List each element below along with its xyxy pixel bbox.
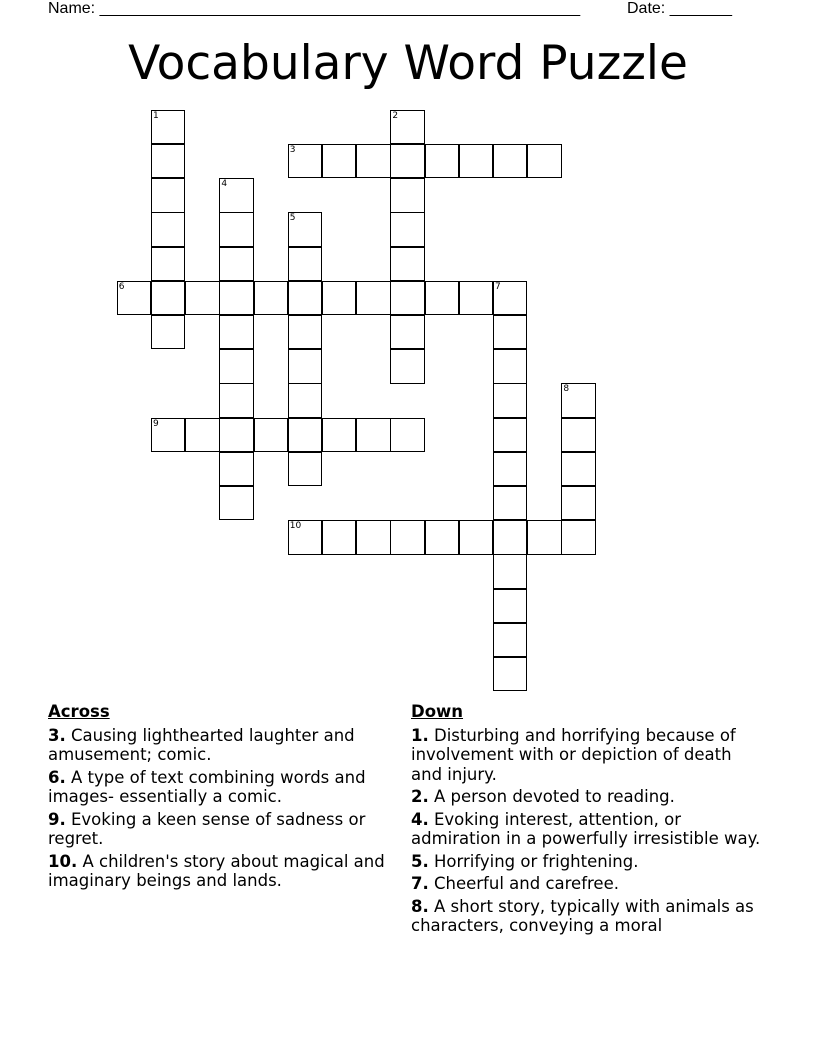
- clue-number: 5.: [411, 851, 429, 871]
- grid-cell[interactable]: [561, 383, 595, 417]
- clue-number: 1.: [411, 725, 429, 745]
- clue-number: 4: [221, 179, 228, 190]
- down-clue: [411, 897, 761, 936]
- grid-cell[interactable]: [219, 212, 253, 246]
- grid-cell[interactable]: [288, 315, 322, 349]
- clue-number: 10.: [48, 851, 78, 871]
- grid-cell[interactable]: [151, 315, 185, 349]
- down-clue: [411, 726, 761, 785]
- across-clue: [48, 768, 393, 807]
- clue-text: A short story, typically with animals as characters, conveying a moral: [411, 896, 754, 935]
- grid-cell[interactable]: [459, 281, 493, 315]
- clue-number: 8: [563, 384, 570, 395]
- clue-number: 2: [392, 110, 399, 121]
- grid-cell[interactable]: [151, 281, 185, 315]
- clue-number: 6.: [48, 767, 66, 787]
- grid-cell[interactable]: [561, 520, 595, 554]
- grid-cell[interactable]: [288, 418, 322, 452]
- grid-cell[interactable]: [288, 383, 322, 417]
- across-clue: [48, 810, 393, 849]
- grid-cell[interactable]: [219, 349, 253, 383]
- grid-cell[interactable]: [493, 486, 527, 520]
- grid-cell[interactable]: [219, 418, 253, 452]
- clue-number: 7.: [411, 874, 429, 893]
- grid-cell[interactable]: [117, 281, 151, 315]
- grid-cell[interactable]: [322, 520, 356, 554]
- grid-cell[interactable]: [390, 212, 424, 246]
- grid-cell[interactable]: [322, 418, 356, 452]
- clue-number: 10: [289, 521, 302, 532]
- grid-cell[interactable]: [459, 520, 493, 554]
- clue-number: 1: [152, 110, 159, 121]
- grid-cell[interactable]: [493, 623, 527, 657]
- down-clues: [411, 702, 761, 939]
- down-clue: [411, 852, 761, 872]
- grid-cell[interactable]: [219, 383, 253, 417]
- grid-cell[interactable]: [151, 144, 185, 178]
- grid-cell[interactable]: [322, 144, 356, 178]
- clue-number: 7: [494, 281, 501, 292]
- across-heading: Across: [48, 702, 110, 721]
- grid-cell[interactable]: [219, 452, 253, 486]
- across-clue: [48, 726, 393, 765]
- clue-text: Evoking a keen sense of sadness or regret.: [48, 809, 366, 848]
- clue-number: 5: [289, 213, 296, 224]
- down-clue: [411, 874, 761, 894]
- down-heading: Down: [411, 702, 464, 721]
- date-field-label: Date: _______: [627, 0, 732, 17]
- grid-cell[interactable]: [493, 144, 527, 178]
- grid-cell[interactable]: [254, 281, 288, 315]
- grid-cell[interactable]: [425, 520, 459, 554]
- grid-cell[interactable]: [356, 144, 390, 178]
- name-field-label: Name: ______________________________________________________: [48, 0, 581, 17]
- clue-text: A person devoted to reading.: [428, 787, 675, 806]
- grid-cell[interactable]: [219, 486, 253, 520]
- grid-cell[interactable]: [493, 452, 527, 486]
- grid-cell[interactable]: [493, 383, 527, 417]
- grid-cell[interactable]: [425, 281, 459, 315]
- across-clue: [48, 852, 393, 891]
- page-title: Vocabulary Word Puzzle: [128, 36, 688, 91]
- grid-cell[interactable]: [561, 418, 595, 452]
- clue-text: Horrifying or frightening.: [428, 851, 639, 871]
- grid-cell[interactable]: [288, 212, 322, 246]
- grid-cell[interactable]: [390, 178, 424, 212]
- clue-text: Disturbing and horrifying because of involvement with or depiction of death and injury.: [411, 725, 736, 784]
- grid-cell[interactable]: [493, 554, 527, 588]
- down-clue-list: [411, 726, 761, 936]
- grid-cell[interactable]: [390, 144, 424, 178]
- clue-number: 3.: [48, 725, 66, 745]
- grid-cell[interactable]: [185, 281, 219, 315]
- grid-cell[interactable]: [459, 144, 493, 178]
- grid-cell[interactable]: [390, 315, 424, 349]
- clue-text: Causing lighthearted laughter and amusement; comic.: [48, 725, 355, 764]
- grid-cell[interactable]: [561, 452, 595, 486]
- grid-cell[interactable]: [390, 247, 424, 281]
- grid-cell[interactable]: [185, 418, 219, 452]
- clue-number: 2.: [411, 787, 429, 806]
- grid-cell[interactable]: [356, 418, 390, 452]
- grid-cell[interactable]: [219, 281, 253, 315]
- grid-cell[interactable]: [322, 281, 356, 315]
- grid-cell[interactable]: [151, 247, 185, 281]
- grid-cell[interactable]: [493, 520, 527, 554]
- grid-cell[interactable]: [493, 418, 527, 452]
- grid-cell[interactable]: [527, 144, 561, 178]
- grid-cell[interactable]: [151, 418, 185, 452]
- grid-cell[interactable]: [288, 144, 322, 178]
- grid-cell[interactable]: [219, 247, 253, 281]
- grid-cell[interactable]: [390, 281, 424, 315]
- grid-cell[interactable]: [493, 281, 527, 315]
- grid-cell[interactable]: [151, 178, 185, 212]
- grid-cell[interactable]: [390, 349, 424, 383]
- grid-cell[interactable]: [288, 452, 322, 486]
- grid-cell[interactable]: [356, 281, 390, 315]
- across-clue-list: [48, 726, 393, 891]
- clue-number: 9.: [48, 809, 66, 829]
- grid-cell[interactable]: [493, 349, 527, 383]
- clue-number: 8.: [411, 896, 429, 916]
- clue-number: 3: [289, 144, 296, 155]
- across-clues: [48, 702, 393, 894]
- grid-cell[interactable]: [151, 110, 185, 144]
- grid-cell[interactable]: [288, 520, 322, 554]
- grid-cell[interactable]: [151, 212, 185, 246]
- grid-cell[interactable]: [390, 520, 424, 554]
- grid-cell[interactable]: [390, 110, 424, 144]
- down-clue: [411, 810, 761, 849]
- clue-number: 6: [118, 281, 125, 292]
- grid-cell[interactable]: [493, 315, 527, 349]
- grid-cell[interactable]: [390, 418, 424, 452]
- grid-cell[interactable]: [561, 486, 595, 520]
- grid-cell[interactable]: [493, 657, 527, 691]
- clue-number: 4.: [411, 809, 429, 829]
- down-clue: [411, 787, 761, 807]
- clue-text: A children's story about magical and imaginary beings and lands.: [48, 851, 385, 890]
- grid-cell[interactable]: [254, 418, 288, 452]
- grid-cell[interactable]: [219, 315, 253, 349]
- grid-cell[interactable]: [288, 247, 322, 281]
- grid-cell[interactable]: [493, 589, 527, 623]
- grid-cell[interactable]: [288, 281, 322, 315]
- grid-cell[interactable]: [356, 520, 390, 554]
- grid-cell[interactable]: [288, 349, 322, 383]
- grid-cell[interactable]: [527, 520, 561, 554]
- clue-text: Evoking interest, attention, or admiration in a powerfully irresistible way.: [411, 809, 761, 848]
- clue-text: Cheerful and carefree.: [428, 874, 619, 893]
- grid-cell[interactable]: [425, 144, 459, 178]
- clue-text: A type of text combining words and images- essentially a comic.: [48, 767, 366, 806]
- grid-cell[interactable]: [219, 178, 253, 212]
- clue-number: 9: [152, 418, 159, 429]
